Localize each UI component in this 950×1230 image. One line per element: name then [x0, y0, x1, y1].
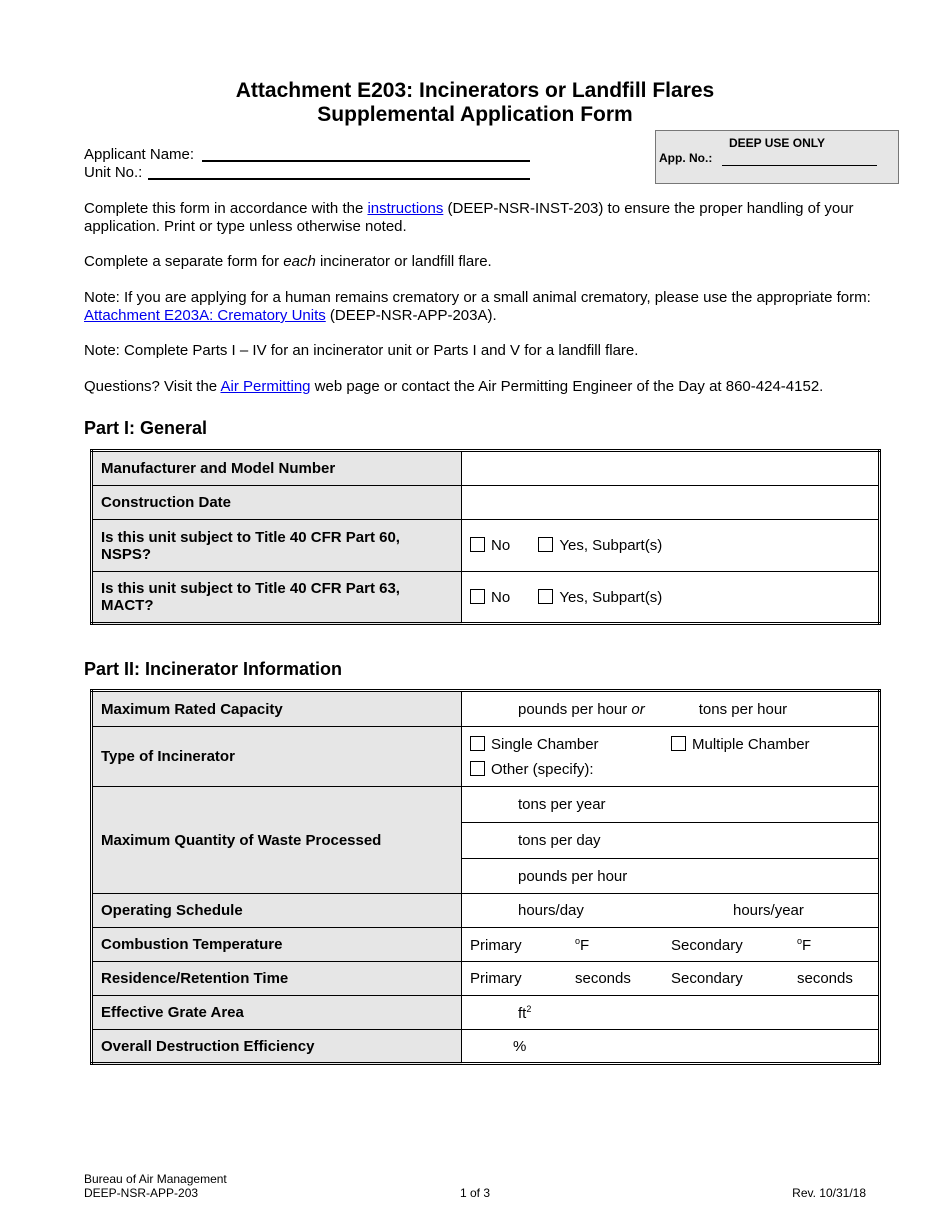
tons-per-day-input[interactable]: tons per day	[462, 823, 880, 859]
single-chamber-checkbox[interactable]	[470, 736, 485, 751]
incinerator-type-label: Type of Incinerator	[92, 727, 462, 787]
operating-schedule-label: Operating Schedule	[92, 894, 462, 928]
mact-yes-checkbox[interactable]	[538, 589, 553, 604]
form-title: Attachment E203: Incinerators or Landfill Flares	[235, 79, 715, 102]
manufacturer-input[interactable]	[462, 451, 880, 486]
other-type-checkbox[interactable]	[470, 761, 485, 776]
part1-heading: Part I: General	[84, 418, 208, 438]
applicant-name-label: Applicant Name:	[84, 146, 195, 163]
instructions-link[interactable]: instructions	[367, 200, 444, 217]
mact-question: Is this unit subject to Title 40 CFR Part 63, MACT?	[92, 572, 462, 624]
intro-paragraph-2: Complete a separate form for each incinerator or landfill flare.	[84, 253, 492, 270]
operating-schedule-input[interactable]: hours/day hours/year	[462, 894, 880, 928]
part2-table	[90, 689, 881, 1065]
multiple-chamber-checkbox[interactable]	[671, 736, 686, 751]
deep-use-only-box	[655, 130, 899, 184]
grate-area-label: Effective Grate Area	[92, 996, 462, 1030]
combustion-temp-input[interactable]: Primary $^o$F Secondary $^o$F	[462, 928, 880, 962]
tons-per-year-input[interactable]: tons per year	[462, 787, 880, 823]
residence-time-label: Residence/Retention Time	[92, 962, 462, 996]
max-waste-label: Maximum Quantity of Waste Processed	[92, 787, 462, 894]
deep-use-only-label: DEEP USE ONLY	[728, 136, 826, 150]
app-no-label: App. No.:	[659, 151, 713, 165]
mact-no-checkbox[interactable]	[470, 589, 485, 604]
destruction-efficiency-input[interactable]: %	[462, 1030, 880, 1064]
app-no-field	[722, 165, 877, 166]
air-permitting-link[interactable]: Air Permitting	[220, 378, 311, 395]
intro-paragraph-4: Note: Complete Parts I – IV for an incinerator unit or Parts I and V for a landfill flare.	[84, 342, 639, 359]
part1-table	[90, 449, 881, 625]
applicant-name-field[interactable]	[202, 160, 530, 162]
incinerator-type-options: Single Chamber Multiple Chamber Other (specify):	[462, 727, 880, 787]
part2-heading: Part II: Incinerator Information	[84, 659, 343, 679]
mact-answer: No Yes, Subpart(s)	[462, 572, 880, 624]
footer-form-id: DEEP-NSR-APP-203	[84, 1186, 199, 1200]
footer-bureau: Bureau of Air Management	[84, 1172, 227, 1186]
destruction-efficiency-label: Overall Destruction Efficiency	[92, 1030, 462, 1064]
footer-page-number: 1 of 3	[459, 1186, 491, 1200]
nsps-yes-checkbox[interactable]	[538, 537, 553, 552]
footer-revision: Rev. 10/31/18	[792, 1186, 866, 1200]
form-subtitle: Supplemental Application Form	[317, 103, 633, 126]
intro-paragraph-3: Note: If you are applying for a human remains crematory or a small animal crematory, please use the appropriate form: Attachment E203A: Crematory Units (DEEP-NSR-APP-203A).	[84, 289, 871, 324]
max-capacity-label: Maximum Rated Capacity	[92, 691, 462, 727]
nsps-question: Is this unit subject to Title 40 CFR Part 60, NSPS?	[92, 520, 462, 572]
residence-time-input[interactable]: Primary seconds Secondary seconds	[462, 962, 880, 996]
manufacturer-label: Manufacturer and Model Number	[92, 451, 462, 486]
construction-date-input[interactable]	[462, 486, 880, 520]
crematory-units-link[interactable]: Attachment E203A: Crematory Units	[84, 307, 326, 324]
max-capacity-input[interactable]: pounds per hour or tons per hour	[462, 691, 880, 727]
nsps-answer: No Yes, Subpart(s)	[462, 520, 880, 572]
unit-no-field[interactable]	[148, 178, 530, 180]
pounds-per-hour-input[interactable]: pounds per hour	[462, 859, 880, 894]
construction-date-label: Construction Date	[92, 486, 462, 520]
grate-area-input[interactable]: $ft^2$	[462, 996, 880, 1030]
nsps-no-checkbox[interactable]	[470, 537, 485, 552]
unit-no-label: Unit No.:	[84, 164, 143, 181]
intro-paragraph-1: Complete this form in accordance with the instructions (DEEP-NSR-INST-203) to ensure the proper handling of your application. Print or type unless otherwise noted.	[84, 200, 854, 235]
combustion-temp-label: Combustion Temperature	[92, 928, 462, 962]
intro-paragraph-5: Questions? Visit the Air Permitting web page or contact the Air Permitting Engineer of the Day at 860-424-4152.	[84, 378, 824, 395]
